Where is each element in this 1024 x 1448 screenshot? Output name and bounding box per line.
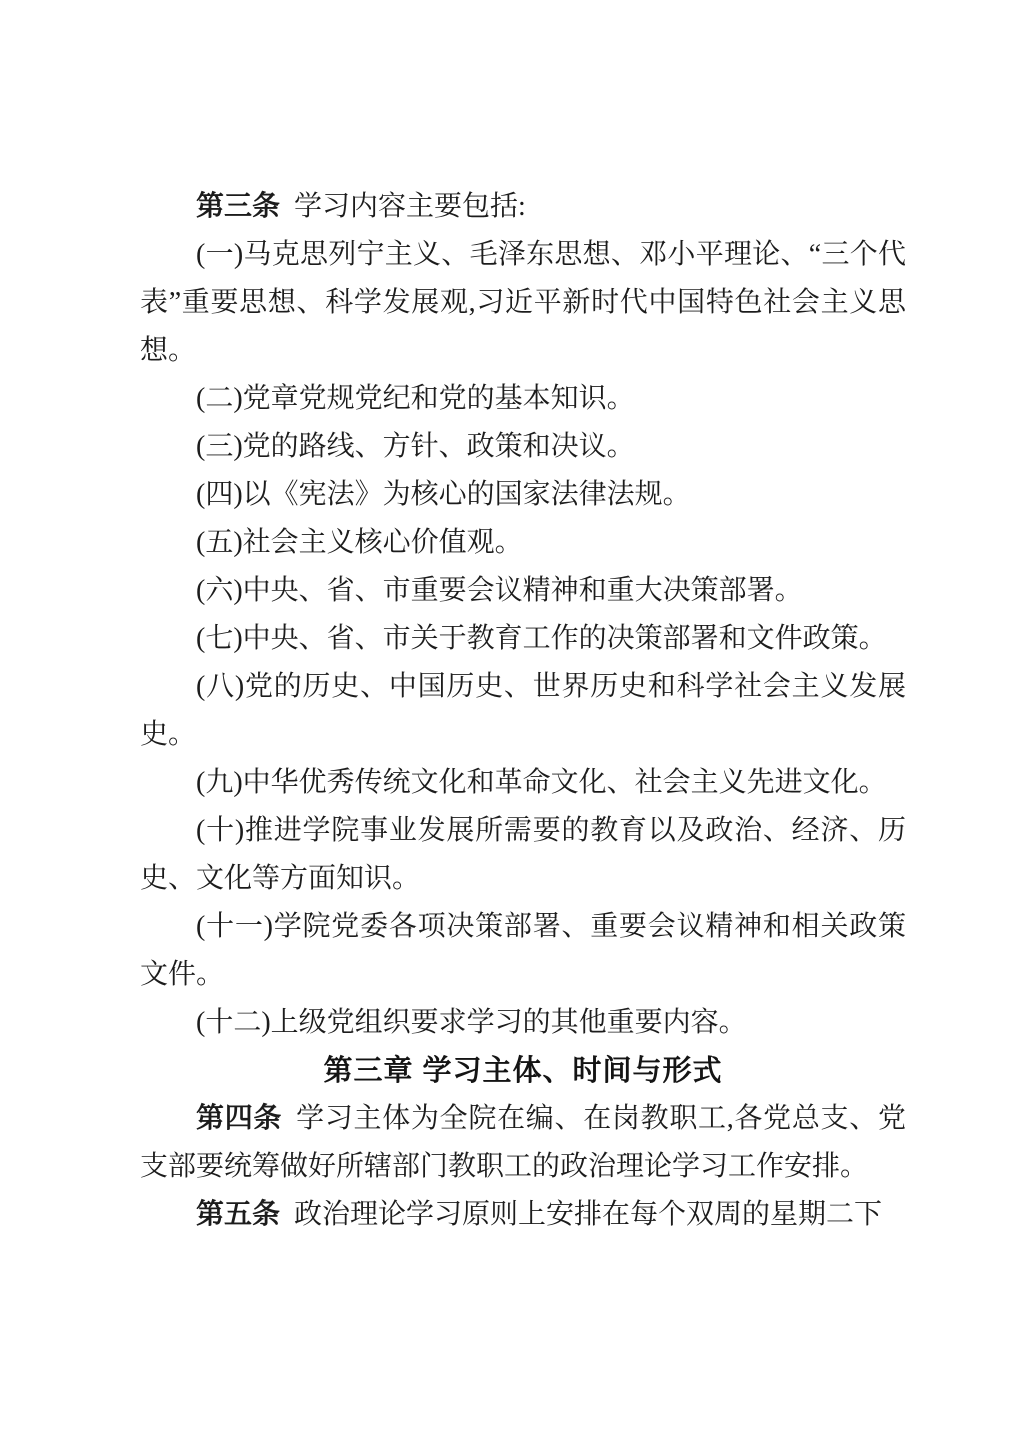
document-content [140, 183, 906, 1239]
list-item-1-text: (一)马克思列宁主义、毛泽东思想、邓小平理论、“三个代表”重要思想、科学发展观,习近平新时代中国特色社会主义思想。 [140, 239, 906, 366]
list-item-8 [140, 663, 906, 759]
list-item-11-text: (十一)学院党委各项决策部署、重要会议精神和相关政策文件。 [140, 911, 906, 990]
list-item-11 [140, 903, 906, 999]
list-item-1 [140, 231, 906, 375]
list-item-6-text: (六)中央、省、市重要会议精神和重大决策部署。 [196, 575, 803, 606]
list-item-9 [140, 759, 906, 807]
clause-4-text: 学习主体为全院在编、在岗教职工,各党总支、党支部要统筹做好所辖部门教职工的政治理论学习工作安排。 [140, 1103, 906, 1182]
list-item-4-text: (四)以《宪法》为核心的国家法律法规。 [196, 479, 691, 510]
list-item-7-text: (七)中央、省、市关于教育工作的决策部署和文件政策。 [196, 623, 887, 654]
list-item-12 [140, 999, 906, 1047]
list-item-5-text: (五)社会主义核心价值观。 [196, 527, 523, 558]
list-item-6 [140, 567, 906, 615]
clause-5-number: 第五条 [196, 1199, 281, 1230]
list-item-10-text: (十)推进学院事业发展所需要的教育以及政治、经济、历史、文化等方面知识。 [140, 815, 906, 894]
chapter-heading: 第三章 学习主体、时间与形式 [323, 1055, 723, 1087]
list-item-7 [140, 615, 906, 663]
clause-5-paragraph [140, 1191, 906, 1239]
list-item-12-text: (十二)上级党组织要求学习的其他重要内容。 [196, 1007, 747, 1038]
list-item-3-text: (三)党的路线、方针、政策和决议。 [196, 431, 635, 462]
clause-4-number: 第四条 [196, 1103, 283, 1134]
clause-3-number: 第三条 [196, 191, 281, 222]
clause-3-text: 学习内容主要包括: [294, 191, 526, 222]
list-item-3 [140, 423, 906, 471]
clause-4-paragraph [140, 1095, 906, 1191]
list-item-9-text: (九)中华优秀传统文化和革命文化、社会主义先进文化。 [196, 767, 887, 798]
clause-3-paragraph [140, 183, 906, 231]
list-item-10 [140, 807, 906, 903]
list-item-4 [140, 471, 906, 519]
list-item-5 [140, 519, 906, 567]
list-item-8-text: (八)党的历史、中国历史、世界历史和科学社会主义发展史。 [140, 671, 906, 750]
list-item-2-text: (二)党章党规党纪和党的基本知识。 [196, 383, 635, 414]
clause-5-text: 政治理论学习原则上安排在每个双周的星期二下 [294, 1199, 883, 1230]
list-item-2 [140, 375, 906, 423]
